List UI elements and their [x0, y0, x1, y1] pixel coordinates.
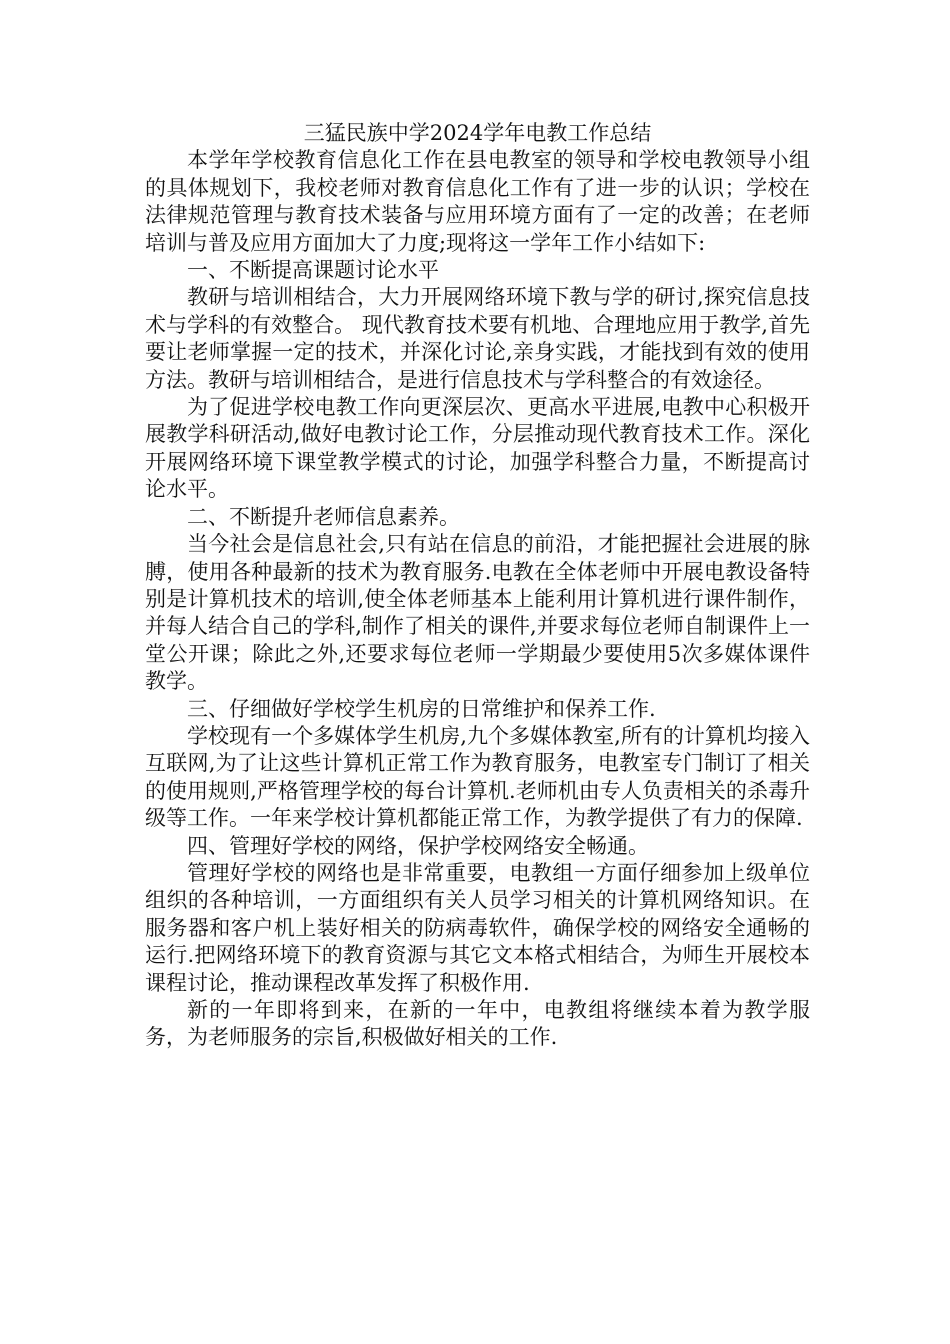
- section-2-paragraph-1: 当今社会是信息社会,只有站在信息的前沿，才能把握社会进展的脉膊，使用各种最新的技术为教育服务.电教在全体老师中开展电教设备特别是计算机技术的培训,使全体老师基本上能利用计算机进行课件制作，并每人结合自己的学科,制作了相关的课件,并要求每位老师自制课件上一堂公开课；除此之外,还要求每位老师一学期最少要使用5次多媒体课件教学。: [145, 532, 810, 694]
- section-1-paragraph-2: 为了促进学校电教工作向更深层次、更高水平进展,电教中心积极开展教学科研活动,做好电教讨论工作，分层推动现代教育技术工作。深化开展网络环境下课堂教学模式的讨论，加强学科整合力量，不断提高讨论水平。: [145, 395, 810, 502]
- section-3-paragraph-1: 学校现有一个多媒体学生机房,九个多媒体教室,所有的计算机均接入互联网,为了让这些计算机正常工作为教育服务，电教室专门制订了相关的使用规则,严格管理学校的每台计算机.老师机由专人负责相关的杀毒升级等工作。一年来学校计算机都能正常工作，为教学提供了有力的保障.: [145, 723, 810, 831]
- section-1-paragraph-1: 教研与培训相结合，大力开展网络环境下教与学的研讨,探究信息技术与学科的有效整合。 现代教育技术要有机地、合理地应用于教学,首先要让老师掌握一定的技术，并深化讨论,亲身实践，才能找到有效的使用方法。教研与培训相结合，是进行信息技术与学科整合的有效途径。: [145, 285, 810, 392]
- document-page: [145, 120, 810, 1052]
- section-3-heading: 三、仔细做好学校学生机房的日常维护和保养工作.: [187, 696, 656, 721]
- section-4-heading: 四、管理好学校的网络，保护学校网络安全畅通。: [187, 833, 649, 858]
- section-4-paragraph-1: 管理好学校的网络也是非常重要，电教组一方面仔细参加上级单位组织的各种培训，一方面组织有关人员学习相关的计算机网络知识。在服务器和客户机上装好相关的防病毒软件，确保学校的网络安全通畅的运行.把网络环境下的教育资源与其它文本格式相结合，为师生开展校本课程讨论，推动课程改革发挥了积极作用.: [145, 860, 810, 995]
- section-1-heading: 一、不断提高课题讨论水平: [187, 258, 439, 283]
- document-title: 三猛民族中学2024学年电教工作总结: [303, 121, 652, 145]
- intro-paragraph: 本学年学校教育信息化工作在县电教室的领导和学校电教领导小组的具体规划下，我校老师对教育信息化工作有了进一步的认识；学校在法律规范管理与教育技术装备与应用环境方面有了一定的改善；在老师培训与普及应用方面加大了力度;现将这一学年工作小结如下:: [145, 148, 810, 255]
- closing-paragraph: 新的一年即将到来，在新的一年中，电教组将继续本着为教学服务，为老师服务的宗旨,积极做好相关的工作.: [145, 998, 810, 1050]
- section-2-heading: 二、不断提升老师信息素养。: [187, 504, 460, 529]
